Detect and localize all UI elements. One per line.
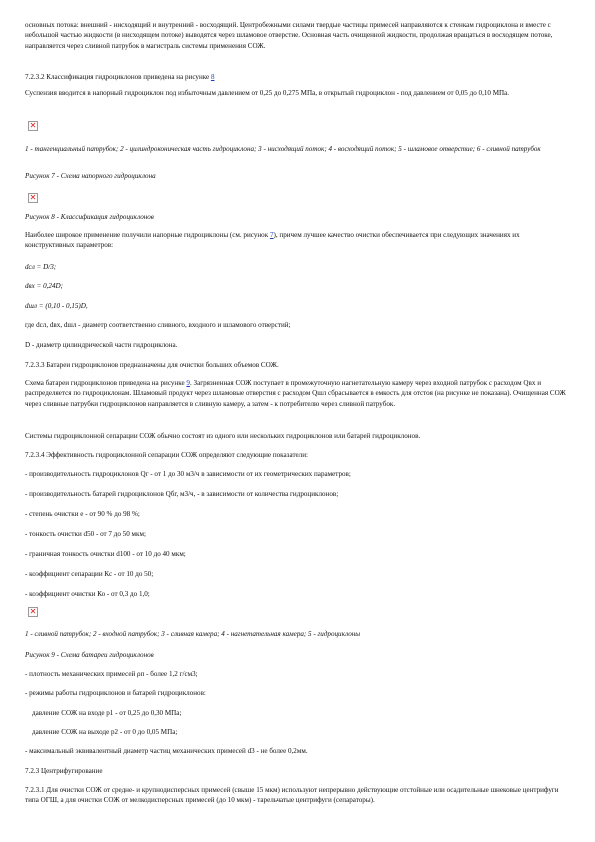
paragraph-centrifuges: 7.2.3.1 Для очистки СОЖ от средне- и крупнодисперсных примесей (свыше 15 мкм) используют непрерывно действующие отстойные или осадительные шнековые центрифуги типа ОГШ, а для очистки СОЖ от мелкодисперсных примесей (до 10 мкм) - тарельчатые центрифуги (сепараторы). [25, 786, 559, 805]
paragraph-classification-text: 7.2.3.2 Классификация гидроциклонов приведена на рисунке [25, 73, 211, 81]
broken-image-figure-7 [28, 121, 38, 131]
figure-8-link[interactable]: 8 [210, 73, 215, 81]
paragraph-text-2: . Загрязненная СОЖ поступает в промежуточную нагнетательную камеру через входной патрубок с расходом Qвх и распределяется по гидроциклонам. Шламовый продукт через шламовые отверстия с расходом Qшл сбрасывается в емкость для отстоя (на рисунке не показана). Очищенная СОЖ через сливные патрубки гидроциклонов направляется в сливную камеру, а затем - к потребителю через сливной патрубок. [25, 379, 566, 408]
broken-image-figure-9 [28, 607, 38, 617]
list-item-outlet-pressure: давление СОЖ на выходе p2 - от 0 до 0,05 МПа; [32, 728, 178, 736]
figure-9-legend: 1 - сливной патрубок; 2 - входной патрубок; 3 - сливная камера; 4 - нагнетательная камера; 5 - гидроциклоны [25, 630, 361, 638]
paragraph-pressure: Суспензия вводится в напорный гидроциклон под избыточным давлением от 0,25 до 0,275 МПа, в открытый гидроциклон - под давлением от 0,05 до 0,10 МПа. [25, 89, 510, 97]
list-item-inlet-pressure: давление СОЖ на входе p1 - от 0,25 до 0,30 МПа; [32, 709, 182, 717]
paragraph-pressure-hydrocyclones [25, 230, 567, 251]
figure-8-caption: Рисунок 8 - Классификация гидроциклонов [25, 213, 154, 221]
figure-9-link[interactable]: 9 [186, 379, 190, 387]
paragraph-text-1: Схема батареи гидроциклонов приведена на рисунке [25, 379, 187, 387]
list-item-fineness: - тонкость очистки d50 - от 7 до 50 мкм; [25, 530, 146, 538]
paragraph-hydrocyclone-flows: основных потока: внешний - нисходящий и внутренний - восходящий. Центробежными силами твердые частицы примесей направляются к стенкам гидроциклона и вместе с небольшой частью жидкости (в нисходящем потоке) выводятся через шламовое отверстие. Основная часть очищенной жидкости, продолжая вращаться в восходящем потоке, направляется через сливной патрубок в магистраль системы применения СОЖ. [25, 21, 553, 50]
paragraph-classification [25, 72, 567, 82]
broken-image-figure-8 [28, 193, 38, 203]
paragraph-text-2: ), причем лучшее качество очистки обеспечивается при следующих значениях их конструктивных параметров: [25, 231, 520, 250]
paragraph-text-1: Наиболее широкое применение получили напорные гидроциклоны (см. рисунок [25, 231, 270, 239]
formula-dvx: dвх = 0,24D; [25, 282, 64, 290]
list-item-degree: - степень очистки e - от 90 % до 98 %; [25, 510, 140, 518]
broken-image-icon: ✕ [29, 607, 37, 616]
paragraph-battery-scheme [25, 378, 567, 409]
paragraph-batteries: 7.2.3.3 Батареи гидроциклонов предназначены для очистки больших объемов СОЖ. [25, 361, 279, 369]
list-item-modes: - режимы работы гидроциклонов и батарей гидроциклонов: [25, 689, 206, 697]
broken-image-icon: ✕ [29, 193, 37, 202]
figure-9-caption: Рисунок 9 - Схема батареи гидроциклонов [25, 651, 154, 659]
figure-7-link[interactable]: 7 [269, 231, 274, 239]
paragraph-efficiency: 7.2.3.4 Эффективность гидроциклонной сепарации СОЖ определяют следующие показатели: [25, 451, 308, 459]
list-item-productivity: - производительность гидроциклонов Qг - от 1 до 30 м3/ч в зависимости от их геометрических параметров; [25, 470, 351, 478]
formula-dshl: dшл = (0,10 - 0,15)D, [25, 302, 88, 310]
list-item-max-diameter: - максимальный эквивалентный диаметр частиц механических примесей d3 - не более 0,2мм. [25, 747, 308, 755]
list-item-separation-coefficient: - коэффициент сепарации Кс - от 10 до 50; [25, 570, 154, 578]
list-item-boundary-fineness: - граничная тонкость очистки d100 - от 10 до 40 мкм; [25, 550, 186, 558]
figure-7-caption: Рисунок 7 - Схема напорного гидроциклона [25, 172, 156, 180]
formula-dsl: dсл = D/3; [25, 263, 57, 271]
figure-7-legend: 1 - тангенциальный патрубок; 2 - цилиндроконическая часть гидроциклона; 3 - нисходящий поток; 4 - восходящий поток; 5 - шламовое отверстие; 6 - сливной патрубок [25, 145, 541, 153]
list-item-cleaning-coefficient: - коэффициент очистки Ко - от 0,3 до 1,0; [25, 590, 150, 598]
paragraph-where: где dсл, dвх, dшл - диаметр соответственно сливного, входного и шламового отверстий; [25, 321, 291, 329]
paragraph-separation-systems: Системы гидроциклонной сепарации СОЖ обычно состоят из одного или нескольких гидроциклонов или батарей гидроциклонов. [25, 432, 421, 440]
list-item-density: - плотность механических примесей ρп - более 1,2 г/см3; [25, 670, 198, 678]
paragraph-d-definition: D - диаметр цилиндрической части гидроциклона. [25, 341, 178, 349]
list-item-battery-productivity: - производительность батарей гидроциклонов Qбг, м3/ч, - в зависимости от количества гидроциклонов; [25, 490, 339, 498]
broken-image-icon: ✕ [29, 121, 37, 130]
section-heading-centrifuging: 7.2.3 Центрифугирование [25, 767, 103, 775]
